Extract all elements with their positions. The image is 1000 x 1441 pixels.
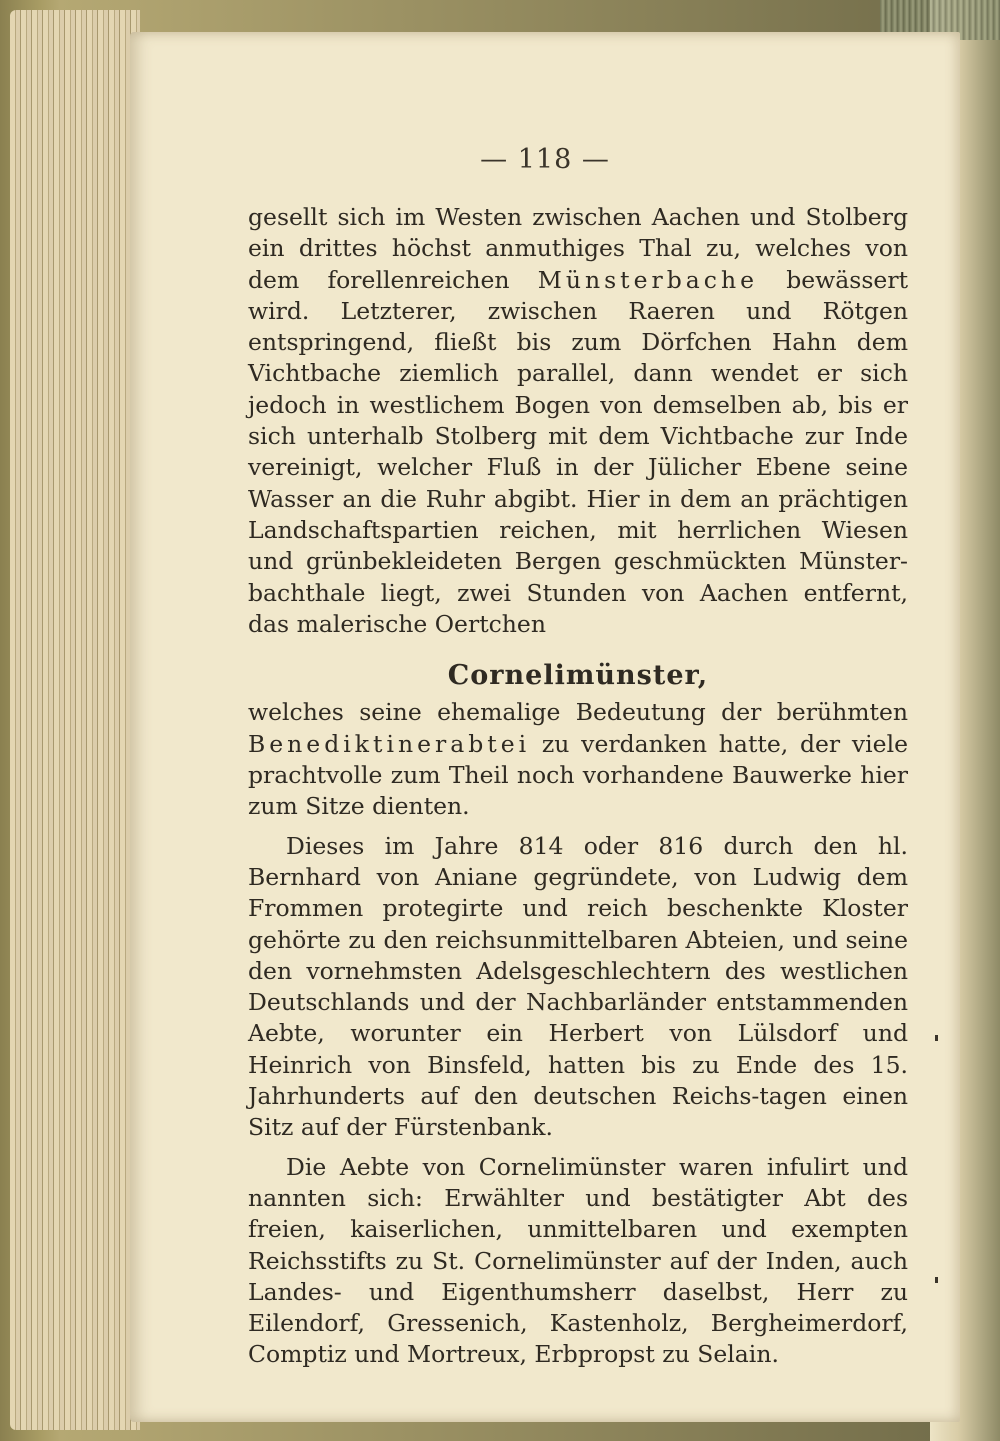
spaced-term-muensterbach: Münsterbache xyxy=(537,265,758,294)
paragraph-3: Dieses im Jahre 814 oder 816 durch den hl. Bernhard von Aniane gegründete, von Ludwig dem Frommen protegirte und reich beschenkte Kloster gehörte zu den reichsunmittelbaren Abteien, und seine den vornehmsten Adelsgeschlechtern des westlichen Deutschlands und der Nachbarländer entstammenden Aebte, worunter ein Herbert von Lülsdorf und Heinrich von Binsfeld, hatten bis zu Ende des 15. Jahrhunderts auf den deutschen Reichs-tagen einen Sitz auf der Fürstenbank. xyxy=(248,831,908,1142)
paragraph-1-continuation: bewässert wird. Letzterer, zwischen Raeren und Rötgen entspringend, fließt bis zum Dörfchen Hahn dem Vichtbache ziemlich parallel, dann wendet er sich jedoch in westlichem Bogen von demselben ab, bis er sich unterhalb Stolberg mit dem Vichtbache zur Inde vereinigt, welcher Fluß in der Jülicher Ebene seine Wasser an die Ruhr abgibt. Hier in dem an prächtigen Landschaftspartien reichen, mit herrlichen Wiesen und grünbekleideten Bergen geschmückten Münster-bachthale liegt, zwei Stunden von Aachen entfernt, das malerische Oertchen xyxy=(248,265,909,638)
page-edges xyxy=(10,10,140,1430)
paragraph-2 xyxy=(248,697,908,822)
page-text xyxy=(248,202,908,1371)
paragraph-1-text: gesellt sich im Westen zwischen Aachen und Stolberg ein drittes höchst anmuthiges Thal zu, welches von dem forellenreichen xyxy=(248,203,908,294)
page-number: — 118 — xyxy=(480,144,610,175)
paragraph-2-text: welches seine ehemalige Bedeutung der berühmten xyxy=(248,698,908,727)
paragraph-1 xyxy=(248,202,908,640)
section-heading: Cornelimünster, xyxy=(447,660,709,692)
paragraph-4: Die Aebte von Cornelimünster waren infulirt und nannten sich: Erwählter und bestätigter Abt des freien, kaiserlichen, unmittelbaren und exempten Reichsstifts zu St. Cornelimünster auf der Inden, auch Landes- und Eigenthumsherr daselbst, Herr zu Eilendorf, Gressenich, Kastenholz, Bergheimerdorf, Comptiz und Mortreux, Erbpropst zu Selain. xyxy=(248,1152,908,1369)
book-page xyxy=(130,32,960,1422)
margin-mark xyxy=(935,1277,938,1283)
spaced-term-benediktinerabtei: Benediktinerabtei xyxy=(248,729,531,758)
paragraph-2-continuation: zu verdanken hatte, der viele prachtvolle zum Theil noch vorhandene Bauwerke hier zum Sitze dienten. xyxy=(248,729,908,821)
margin-mark xyxy=(935,1035,938,1041)
